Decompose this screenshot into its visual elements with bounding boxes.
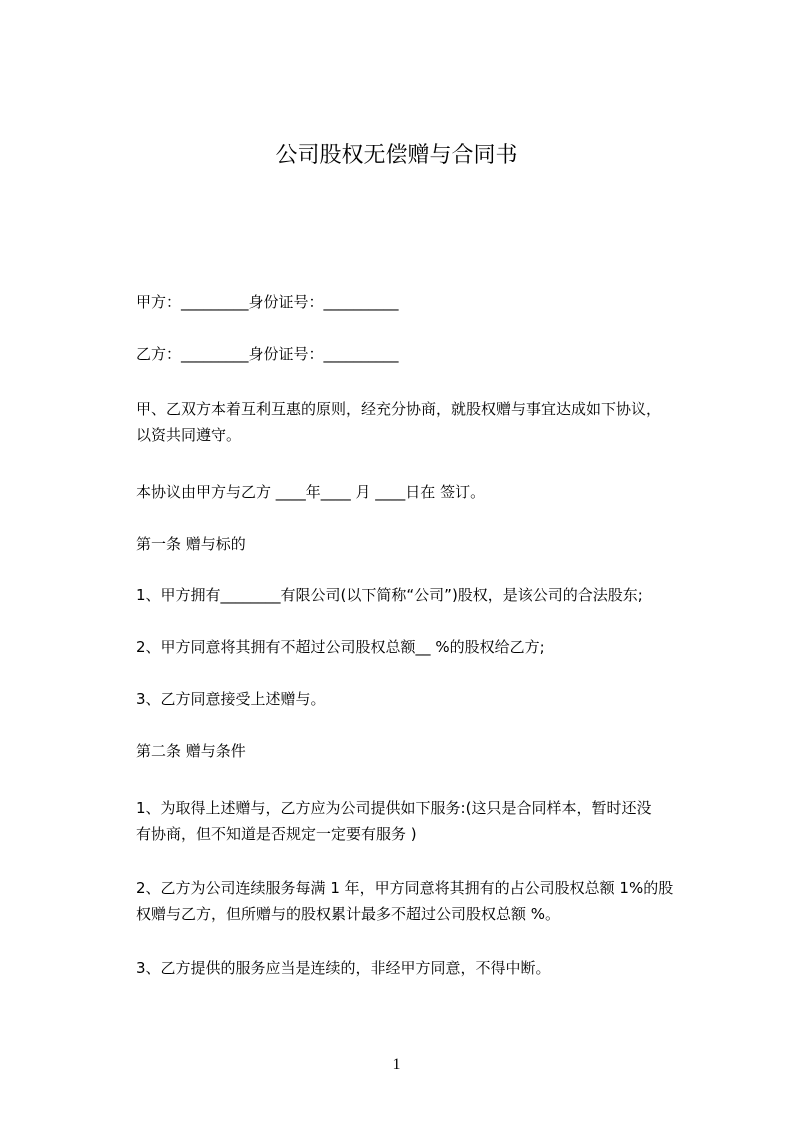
article-2-heading: 第二条 赠与条件 [136,742,246,760]
article-2-item-1 [136,795,706,847]
document-title: 公司股权无偿赠与合同书 [275,143,518,168]
intro-line-2: 以资共同遵守。 [136,426,242,444]
article-2-item-2 [136,875,706,927]
intro-line-1: 甲、乙双方本着互利互惠的原则，经充分协商，就股权赠与事宜达成如下协议， [136,400,662,418]
article-2-item-1-line-2: 有协商，但不知道是否规定一定要有服务 ) [136,825,417,843]
party-a-line: 甲方：_________身份证号：__________ [136,293,399,311]
signing-line: 本协议由甲方与乙方 ____年____ 月 ____日在 签订。 [136,483,486,501]
article-1-item-1: 1、甲方拥有________有限公司(以下简称“公司”)股权，是该公司的合法股东; [136,586,643,604]
article-2-item-1-line-1: 1、为取得上述赠与，乙方应为公司提供如下服务:(这只是合同样本，暂时还没 [136,799,652,817]
article-2-item-3: 3、乙方提供的服务应当是连续的，非经甲方同意，不得中断。 [136,959,551,977]
article-2-item-2-line-2: 权赠与乙方，但所赠与的股权累计最多不超过公司股权总额 %。 [136,905,561,923]
article-1-heading: 第一条 赠与标的 [136,535,246,553]
party-b-line: 乙方：_________身份证号：__________ [136,345,399,363]
intro-paragraph [136,396,706,448]
page-number: 1 [392,1056,401,1073]
article-1-item-2: 2、甲方同意将其拥有不超过公司股权总额__ %的股权给乙方; [136,638,545,656]
article-1-item-3: 3、乙方同意接受上述赠与。 [136,690,326,708]
article-2-item-2-line-1: 2、乙方为公司连续服务每满 1 年，甲方同意将其拥有的占公司股权总额 1%的股 [136,879,674,897]
